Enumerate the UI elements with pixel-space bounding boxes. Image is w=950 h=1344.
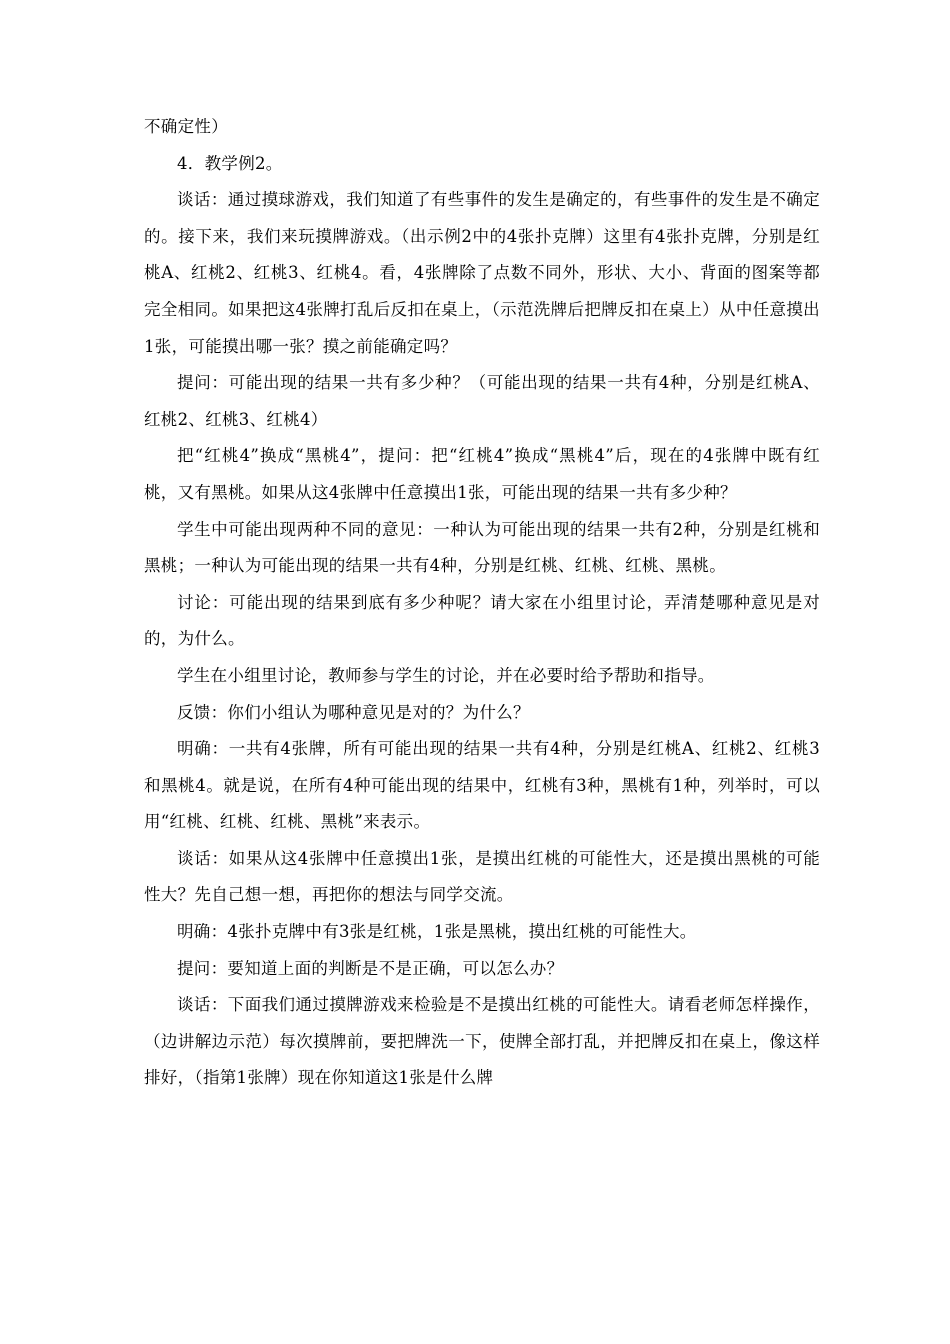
paragraph-discussion: 讨论：可能出现的结果到底有多少种呢？请大家在小组里讨论，弄清楚哪种意见是对的，为什么。 xyxy=(144,592,820,649)
paragraph-heading-example-2: 4．教学例2。 xyxy=(177,153,283,173)
paragraph-verification-question: 提问：要知道上面的判断是不是正确，可以怎么办？ xyxy=(177,958,564,978)
lesson-text xyxy=(144,109,820,1097)
paragraph-likelihood-answer: 明确：4张扑克牌中有3张是红桃，1张是黑桃，摸出红桃的可能性大。 xyxy=(177,922,697,942)
paragraph-continuation: 不确定性） xyxy=(144,117,228,136)
paragraph-card-game-demo: 谈话：下面我们通过摸牌游戏来检验是不是摸出红桃的可能性大。请看老师怎样操作，（边讲解边示范）每次摸牌前，要把牌洗一下，使牌全部打乱，并把牌反扣在桌上，像这样排好，（指第1张牌）现在你知道这1张是什么牌 xyxy=(144,995,820,1088)
paragraph-clarification: 明确：一共有4张牌，所有可能出现的结果一共有4种，分别是红桃A、红桃2、红桃3和黑桃4。就是说，在所有4种可能出现的结果中，红桃有3种，黑桃有1种，列举时，可以用“红桃、红桃、红桃、黑桃”来表示。 xyxy=(144,739,820,832)
paragraph-question-outcomes: 提问：可能出现的结果一共有多少种？（可能出现的结果一共有4种，分别是红桃A、红桃2、红桃3、红桃4） xyxy=(144,373,820,429)
paragraph-student-opinions: 学生中可能出现两种不同的意见：一种认为可能出现的结果一共有2种，分别是红桃和黑桃；一种认为可能出现的结果一共有4种，分别是红桃、红桃、红桃、黑桃。 xyxy=(144,519,820,576)
paragraph-likelihood-question: 谈话：如果从这4张牌中任意摸出1张，是摸出红桃的可能性大，还是摸出黑桃的可能性大？先自己想一想，再把你的想法与同学交流。 xyxy=(144,848,820,905)
paragraph-replace-card: 把“红桃4”换成“黑桃4”，提问：把“红桃4”换成“黑桃4”后，现在的4张牌中既有红桃，又有黑桃。如果从这4张牌中任意摸出1张，可能出现的结果一共有多少种？ xyxy=(144,446,820,502)
paragraph-dialogue-intro: 谈话：通过摸球游戏，我们知道了有些事件的发生是确定的，有些事件的发生是不确定的。接下来，我们来玩摸牌游戏。（出示例2中的4张扑克牌）这里有4张扑克牌，分别是红桃A、红桃2、红桃3、红桃4。看，4张牌除了点数不同外，形状、大小、背面的图案等都完全相同。如果把这4张牌打乱后反扣在桌上，（示范洗牌后把牌反扣在桌上）从中任意摸出1张，可能摸出哪一张？摸之前能确定吗？ xyxy=(144,190,820,356)
paragraph-group-discussion: 学生在小组里讨论，教师参与学生的讨论，并在必要时给予帮助和指导。 xyxy=(177,665,715,685)
paragraph-feedback: 反馈：你们小组认为哪种意见是对的？为什么？ xyxy=(177,702,530,722)
